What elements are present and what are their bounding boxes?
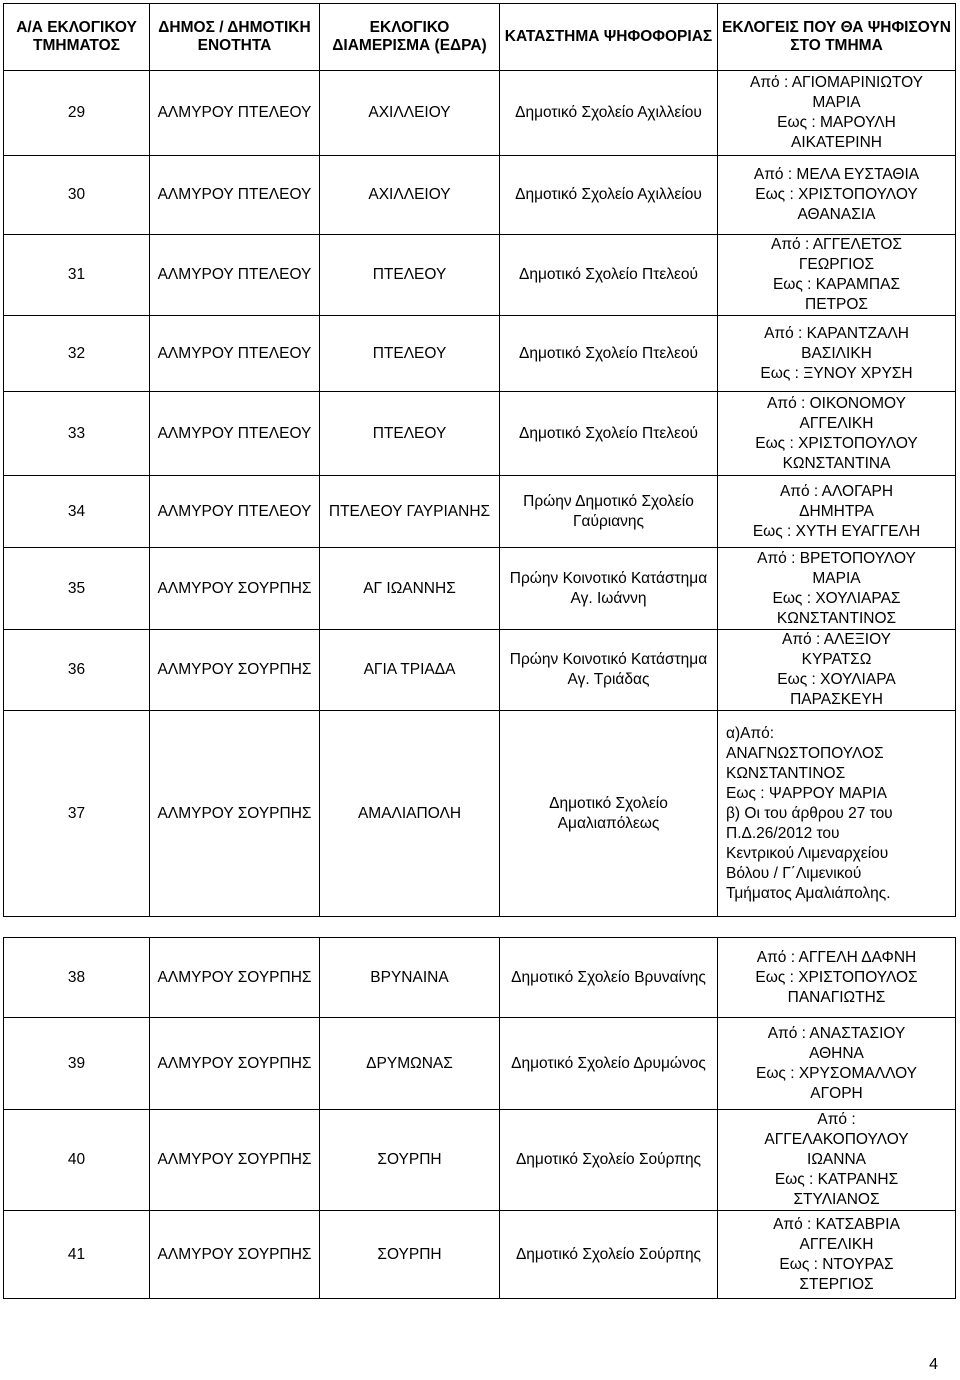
voters-line: Κεντρικού Λιμεναρχείου [726, 844, 889, 862]
voters-line: ΠΑΝΑΓΙΩΤΗΣ [787, 988, 886, 1006]
polling-station-cell: Δημοτικό Σχολείο Αχιλλείου [500, 71, 718, 156]
header-voters: ΕΚΛΟΓΕΙΣ ΠΟΥ ΘΑ ΨΗΦΙΣΟΥΝ ΣΤΟ ΤΜΗΜΑ [718, 4, 956, 71]
voters-line: ΒΑΣΙΛΙΚΗ [801, 344, 872, 362]
district-cell: ΑΓ ΙΩΑΝΝΗΣ [320, 548, 500, 630]
header-electoral-district: ΕΚΛΟΓΙΚΟ ΔΙΑΜΕΡΙΣΜΑ (ΕΔΡΑ) [320, 4, 500, 71]
voters-line: Από : ΑΛΟΓΑΡΗ [779, 482, 894, 500]
voters-line: ΓΕΩΡΓΙΟΣ [798, 256, 875, 273]
voters-line: ΜΑΡΙΑ [812, 569, 861, 587]
polling-station-cell: Δημοτικό Σχολείο Πτελεού [500, 392, 718, 476]
voters-line: Από : ΟΙΚΟΝΟΜΟΥ [767, 394, 906, 412]
voters-line: Από : ΚΑΡΑΝΤΖΑΛΗ [764, 324, 909, 342]
voters-line: ΔΗΜΗΤΡΑ [799, 502, 874, 520]
municipality-cell: ΑΛΜΥΡΟΥ ΠΤΕΛΕΟΥ [150, 316, 320, 392]
polling-station-cell: Δημοτικό Σχολείο Πτελεού [500, 235, 718, 316]
voters-line: ΜΑΡΙΑ [812, 94, 861, 111]
section-number-cell: 32 [4, 316, 150, 392]
voters-cell [718, 711, 956, 917]
voters-line: ΑΓΓΕΛΙΚΗ [799, 1235, 874, 1253]
section-number-cell: 36 [4, 630, 150, 711]
polling-station-cell: Δημοτικό Σχολείο Πτελεού [500, 316, 718, 392]
municipality-cell: ΑΛΜΥΡΟΥ ΣΟΥΡΠΗΣ [150, 1018, 320, 1110]
table-row [4, 711, 956, 917]
section-number-cell: 31 [4, 235, 150, 316]
section-number-cell: 33 [4, 392, 150, 476]
municipality-cell: ΑΛΜΥΡΟΥ ΠΤΕΛΕΟΥ [150, 156, 320, 235]
table-row [4, 1018, 956, 1110]
voters-line: ΑΘΗΝΑ [809, 1044, 864, 1062]
district-cell: ΠΤΕΛΕΟΥ [320, 235, 500, 316]
municipality-cell: ΑΛΜΥΡΟΥ ΣΟΥΡΠΗΣ [150, 548, 320, 630]
voters-line: Εως : ΧΥΤΗ ΕΥΑΓΓΕΛΗ [752, 522, 921, 540]
voters-line: ΙΩΑΝΝΑ [807, 1151, 866, 1168]
voters-line: Από : ΑΓΙΟΜΑΡΙΝΙΩΤΟΥ [749, 74, 924, 91]
voters-cell [718, 71, 956, 156]
polling-station-cell: Δημοτικό Σχολείο Αμαλιαπόλεως [500, 711, 718, 917]
voters-line: Εως : ΚΑΡΑΜΠΑΣ [772, 276, 901, 293]
header-municipality: ΔΗΜΟΣ / ΔΗΜΟΤΙΚΗ ΕΝΟΤΗΤΑ [150, 4, 320, 71]
polling-station-cell: Δημοτικό Σχολείο Σούρπης [500, 1110, 718, 1211]
polling-station-cell: Δημοτικό Σχολείο Αχιλλείου [500, 156, 718, 235]
voters-cell [718, 548, 956, 630]
table-row [4, 235, 956, 316]
voters-line: Εως : ΚΑΤΡΑΝΗΣ [774, 1171, 899, 1188]
voters-cell [718, 938, 956, 1018]
voters-cell [718, 1018, 956, 1110]
voters-line: β) Οι του άρθρου 27 του [726, 804, 893, 822]
voters-line: α)Από: [726, 724, 775, 742]
polling-stations-table [3, 3, 956, 917]
section-number-cell: 41 [4, 1211, 150, 1299]
municipality-cell: ΑΛΜΥΡΟΥ ΣΟΥΡΠΗΣ [150, 1211, 320, 1299]
section-number-cell: 29 [4, 71, 150, 156]
voters-line: ΚΩΝΣΤΑΝΤΙΝΑ [782, 454, 891, 472]
voters-line: Από : ΑΛΕΞΙΟΥ [781, 631, 892, 648]
section-number-cell: 37 [4, 711, 150, 917]
voters-line: ΑΓΟΡΗ [810, 1084, 863, 1102]
section-number-cell: 35 [4, 548, 150, 630]
municipality-cell: ΑΛΜΥΡΟΥ ΣΟΥΡΠΗΣ [150, 630, 320, 711]
municipality-cell: ΑΛΜΥΡΟΥ ΠΤΕΛΕΟΥ [150, 235, 320, 316]
voters-line: Τμήματος Αμαλιάπολης. [726, 884, 891, 902]
voters-line: Από : ΑΓΓΕΛΗ ΔΑΦΝΗ [756, 948, 917, 966]
polling-station-cell: Δημοτικό Σχολείο Βρυναίνης [500, 938, 718, 1018]
voters-line: Εως : ΧΡΙΣΤΟΠΟΥΛΟΥ [755, 434, 918, 452]
voters-line: Από : ΒΡΕΤΟΠΟΥΛΟΥ [757, 549, 916, 567]
district-cell: ΑΜΑΛΙΑΠΟΛΗ [320, 711, 500, 917]
voters-line: Εως : ΧΡΥΣΟΜΑΛΛΟΥ [755, 1064, 917, 1082]
voters-line: Εως : ΜΑΡΟΥΛΗ [777, 114, 896, 131]
section-number-cell: 39 [4, 1018, 150, 1110]
polling-station-cell: Δημοτικό Σχολείο Σούρπης [500, 1211, 718, 1299]
district-cell: ΣΟΥΡΠΗ [320, 1211, 500, 1299]
voters-cell [718, 630, 956, 711]
voters-line: Βόλου / Γ΄Λιμενικού [726, 864, 862, 882]
municipality-cell: ΑΛΜΥΡΟΥ ΣΟΥΡΠΗΣ [150, 711, 320, 917]
voters-line: ΣΤΕΡΓΙΟΣ [799, 1275, 874, 1293]
voters-cell [718, 1110, 956, 1211]
voters-line: Π.Δ.26/2012 του [726, 824, 840, 842]
voters-line: Εως : ΞΥΝΟΥ ΧΡΥΣΗ [760, 364, 913, 382]
voters-line: Από : ΑΝΑΣΤΑΣΙΟΥ [767, 1024, 906, 1042]
table-row [4, 476, 956, 548]
table-row [4, 938, 956, 1018]
district-cell: ΠΤΕΛΕΟΥ ΓΑΥΡΙΑΝΗΣ [320, 476, 500, 548]
section-number-cell: 30 [4, 156, 150, 235]
page-number: 4 [929, 1356, 938, 1373]
municipality-cell: ΑΛΜΥΡΟΥ ΣΟΥΡΠΗΣ [150, 1110, 320, 1211]
voters-line: Από : [817, 1111, 856, 1128]
polling-station-cell: Δημοτικό Σχολείο Δρυμώνος [500, 1018, 718, 1110]
voters-cell [718, 316, 956, 392]
district-cell: ΑΧΙΛΛΕΙΟΥ [320, 156, 500, 235]
voters-line: Εως : ΧΟΥΛΙΑΡΑΣ [772, 589, 901, 607]
voters-line: ΑΘΑΝΑΣΙΑ [797, 206, 876, 223]
voters-line: ΚΥΡΑΤΣΩ [801, 651, 872, 668]
voters-line: ΚΩΝΣΤΑΝΤΙΝΟΣ [726, 764, 846, 782]
district-cell: ΑΧΙΛΛΕΙΟΥ [320, 71, 500, 156]
district-cell: ΑΓΙΑ ΤΡΙΑΔΑ [320, 630, 500, 711]
voters-line: ΠΑΡΑΣΚΕΥΗ [790, 691, 883, 708]
polling-stations-table-continued [3, 937, 956, 1299]
voters-cell [718, 235, 956, 316]
voters-line: Εως : ΧΟΥΛΙΑΡΑ [777, 671, 896, 688]
polling-station-cell: Πρώην Κοινοτικό Κατάστημα Αγ. Ιωάννη [500, 548, 718, 630]
district-cell: ΠΤΕΛΕΟΥ [320, 392, 500, 476]
header-polling-station: ΚΑΤΑΣΤΗΜΑ ΨΗΦΟΦΟΡΙΑΣ [500, 4, 718, 71]
voters-line: ΣΤΥΛΙΑΝΟΣ [793, 1191, 880, 1208]
voters-cell [718, 476, 956, 548]
voters-line: ΑΓΓΕΛΙΚΗ [799, 414, 874, 432]
voters-line: Εως : ΧΡΙΣΤΟΠΟΥΛΟΣ [755, 968, 918, 986]
section-number-cell: 34 [4, 476, 150, 548]
voters-cell [718, 392, 956, 476]
voters-line: ΚΩΝΣΤΑΝΤΙΝΟΣ [776, 609, 897, 627]
voters-line: Εως : ΝΤΟΥΡΑΣ [779, 1255, 894, 1273]
district-cell: ΒΡΥΝΑΙΝΑ [320, 938, 500, 1018]
table-row [4, 392, 956, 476]
table-row [4, 1211, 956, 1299]
voters-line: Από : ΚΑΤΣΑΒΡΙΑ [773, 1215, 900, 1233]
district-cell: ΔΡΥΜΩΝΑΣ [320, 1018, 500, 1110]
polling-station-cell: Πρώην Κοινοτικό Κατάστημα Αγ. Τριάδας [500, 630, 718, 711]
voters-cell [718, 1211, 956, 1299]
voters-cell [718, 156, 956, 235]
voters-line: ΑΝΑΓΝΩΣΤΟΠΟΥΛΟΣ [726, 744, 884, 762]
section-number-cell: 40 [4, 1110, 150, 1211]
municipality-cell: ΑΛΜΥΡΟΥ ΠΤΕΛΕΟΥ [150, 71, 320, 156]
municipality-cell: ΑΛΜΥΡΟΥ ΠΤΕΛΕΟΥ [150, 476, 320, 548]
voters-line: Εως : ΨΑΡΡΟΥ ΜΑΡΙΑ [726, 784, 887, 802]
table-row [4, 71, 956, 156]
voters-line: Από : ΜΕΛΑ ΕΥΣΤΑΘΙΑ [753, 166, 920, 183]
voters-line: Από : ΑΓΓΕΛΕΤΟΣ [771, 236, 902, 253]
table-row [4, 1110, 956, 1211]
district-cell: ΣΟΥΡΠΗ [320, 1110, 500, 1211]
municipality-cell: ΑΛΜΥΡΟΥ ΠΤΕΛΕΟΥ [150, 392, 320, 476]
table-row [4, 156, 956, 235]
voters-line: ΠΕΤΡΟΣ [805, 296, 868, 313]
table-row [4, 548, 956, 630]
municipality-cell: ΑΛΜΥΡΟΥ ΣΟΥΡΠΗΣ [150, 938, 320, 1018]
polling-station-cell: Πρώην Δημοτικό Σχολείο Γαύριανης [500, 476, 718, 548]
voters-line: Εως : ΧΡΙΣΤΟΠΟΥΛΟΥ [755, 186, 918, 203]
section-number-cell: 38 [4, 938, 150, 1018]
table-row [4, 316, 956, 392]
voters-line: ΑΓΓΕΛΑΚΟΠΟΥΛΟΥ [764, 1131, 909, 1148]
header-row [4, 4, 956, 71]
table-row [4, 630, 956, 711]
header-section-number: Α/Α ΕΚΛΟΓΙΚΟΥ ΤΜΗΜΑΤΟΣ [4, 4, 150, 71]
voters-line: ΑΙΚΑΤΕΡΙΝΗ [790, 134, 882, 151]
district-cell: ΠΤΕΛΕΟΥ [320, 316, 500, 392]
